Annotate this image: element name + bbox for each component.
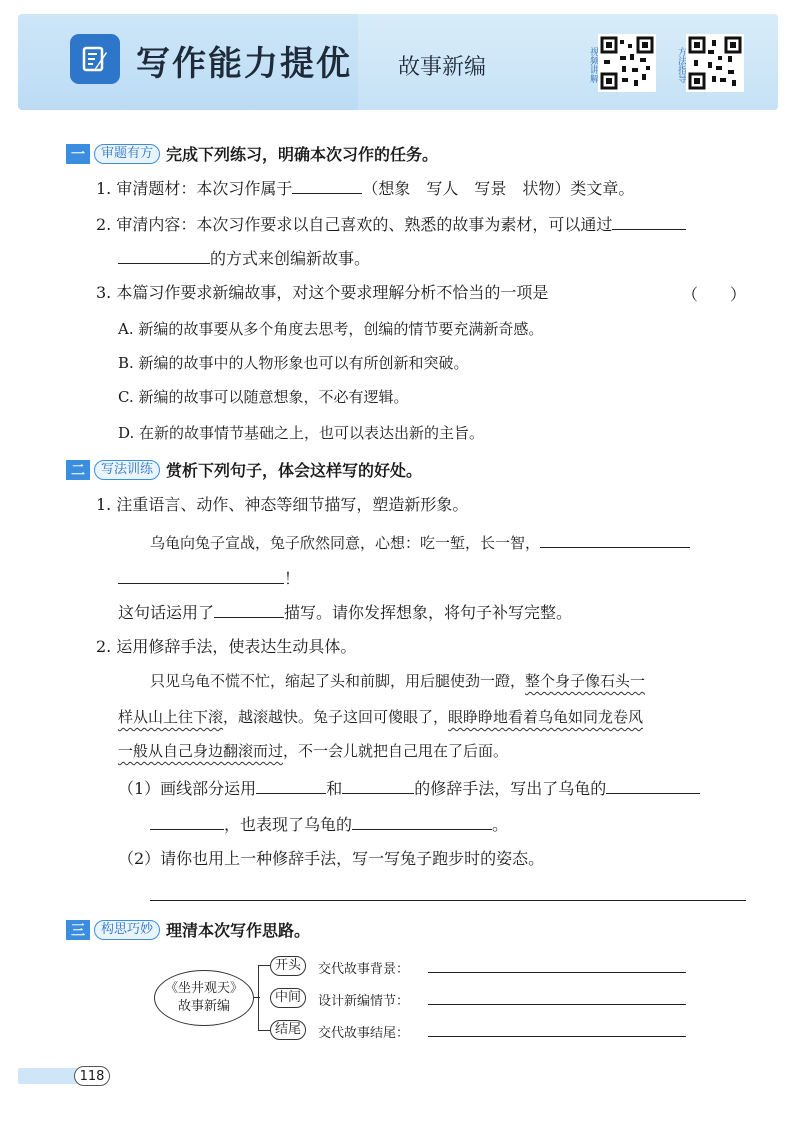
section-number: 二 <box>66 460 90 480</box>
question-text: 2. 审清内容：本次习作要求以自己喜欢的、熟悉的故事为素材，可以通过 <box>96 215 613 234</box>
practice-text: 只见乌龟不慌不忙，缩起了头和前脚，用后腿使劲一蹬， <box>150 672 526 690</box>
question-text: 1. 审清题材：本次习作属于 <box>96 179 293 198</box>
practice-2-line-1 <box>150 670 645 692</box>
mind-map-node-end: 结尾 <box>270 1020 306 1040</box>
answer-blank[interactable] <box>118 246 210 264</box>
question-text: 的修辞手法，写出了乌龟的 <box>414 779 607 798</box>
mind-map-label: 交代故事结尾： <box>318 1026 410 1041</box>
qr2-caption: 方法指导 <box>676 47 686 83</box>
footer-bar <box>18 1068 78 1084</box>
practice-text: ，越滚越快。兔子这回可傻眼了， <box>223 708 449 726</box>
wavy-underlined-text: 整个身子像石头一 <box>525 672 646 690</box>
answer-blank[interactable] <box>612 212 686 230</box>
mind-map-node-begin: 开头 <box>270 956 306 976</box>
section-2-header <box>66 458 422 481</box>
question-2-cont <box>118 246 370 270</box>
practice-1-text <box>150 530 690 554</box>
practice-text: 乌龟向兔子宣战，兔子欣然同意，心想：吃一堑，长一智， <box>150 534 541 552</box>
section-3-header <box>66 918 310 941</box>
qr-code-icon[interactable] <box>598 34 656 92</box>
answer-blank[interactable] <box>342 776 414 794</box>
qr1-caption: 视频讲解 <box>588 47 598 83</box>
section-number: 三 <box>66 920 90 940</box>
answer-blank[interactable] <box>292 176 362 194</box>
answer-paren[interactable]: （ ） <box>682 285 747 304</box>
question-text: 的方式来创编新故事。 <box>210 249 371 268</box>
sub-question-1-cont <box>150 812 508 836</box>
answer-blank[interactable] <box>606 776 700 794</box>
center-title: 《坐井观天》 <box>164 981 243 996</box>
answer-line[interactable] <box>150 900 746 901</box>
practice-1-question <box>118 600 572 624</box>
answer-blank[interactable] <box>118 566 284 584</box>
section-title: 赏析下列句子，体会这样写的好处。 <box>166 461 423 480</box>
mind-map-center <box>154 970 254 1026</box>
question-text: （想象 写人 写景 状物）类文章。 <box>362 179 635 198</box>
wavy-underlined-text: 眼睁睁地看着乌龟如同龙卷风 <box>448 708 644 726</box>
wavy-underlined-text: 样从山上往下滚 <box>118 708 224 726</box>
practice-1-heading: 1. 注重语言、动作、神态等细节描写，塑造新形象。 <box>96 495 469 514</box>
option-c: C. 新编的故事可以随意想象，不必有逻辑。 <box>118 388 409 406</box>
answer-blank[interactable] <box>256 776 326 794</box>
section-title: 理清本次写作思路。 <box>166 921 311 940</box>
sub-question-1 <box>118 776 700 800</box>
option-b: B. 新编的故事中的人物形象也可以有所创新和突破。 <box>118 354 469 372</box>
section-tag: 审题有方 <box>94 144 160 164</box>
question-text: 这句话运用了 <box>118 603 215 622</box>
option-d: D. 在新的故事情节基础之上，也可以表达出新的主旨。 <box>118 424 485 442</box>
question-text: ，也表现了乌龟的 <box>224 815 353 834</box>
practice-2-line-3 <box>118 740 508 762</box>
section-number: 一 <box>66 144 90 164</box>
mind-map-label: 交代故事背景： <box>318 962 410 977</box>
question-3: 3. 本篇习作要求新编故事，对这个要求理解分析不恰当的一项是 <box>96 283 549 302</box>
question-text: 和 <box>326 779 343 798</box>
answer-blank[interactable] <box>352 812 492 830</box>
page-subtitle: 故事新编 <box>398 55 487 80</box>
sub-question-2: （2）请你也用上一种修辞手法，写一写兔子跑步时的姿态。 <box>118 849 545 868</box>
practice-text: ，不一会儿就把自己甩在了后面。 <box>283 742 509 760</box>
page-title: 写作能力提优 <box>136 44 352 84</box>
question-text: 。 <box>492 815 509 834</box>
section-tag: 构思巧妙 <box>94 920 160 940</box>
answer-line[interactable] <box>428 972 686 973</box>
qr-code-icon[interactable] <box>686 34 744 92</box>
center-subtitle: 故事新编 <box>177 999 230 1014</box>
mind-map-label: 设计新编情节： <box>318 994 410 1009</box>
section-tag: 写法训练 <box>94 460 160 480</box>
question-2 <box>96 212 686 236</box>
mind-map-bracket <box>258 965 270 1031</box>
question-1 <box>96 176 634 200</box>
answer-line[interactable] <box>428 1036 686 1037</box>
wavy-underlined-text: 一般从自己身边翻滚而过 <box>118 742 284 760</box>
page-header <box>18 14 778 110</box>
practice-2-line-2 <box>118 706 643 728</box>
section-1-header <box>66 142 438 165</box>
practice-text: ！ <box>284 569 301 588</box>
option-a: A. 新编的故事要从多个角度去思考，创编的情节要充满新奇感。 <box>118 320 544 338</box>
practice-2-heading: 2. 运用修辞手法，使表达生动具体。 <box>96 637 357 656</box>
page-number: 118 <box>74 1066 110 1086</box>
section-title: 完成下列练习，明确本次习作的任务。 <box>166 145 439 164</box>
answer-blank[interactable] <box>214 600 284 618</box>
question-text: 描写。请你发挥想象，将句子补写完整。 <box>284 603 573 622</box>
mind-map-node-middle: 中间 <box>270 988 306 1008</box>
answer-line[interactable] <box>428 1004 686 1005</box>
edit-pencil-icon <box>70 34 120 84</box>
answer-blank[interactable] <box>150 812 224 830</box>
answer-blank[interactable] <box>540 530 690 548</box>
practice-1-text-cont <box>118 566 300 590</box>
question-text: （1）画线部分运用 <box>118 779 257 798</box>
